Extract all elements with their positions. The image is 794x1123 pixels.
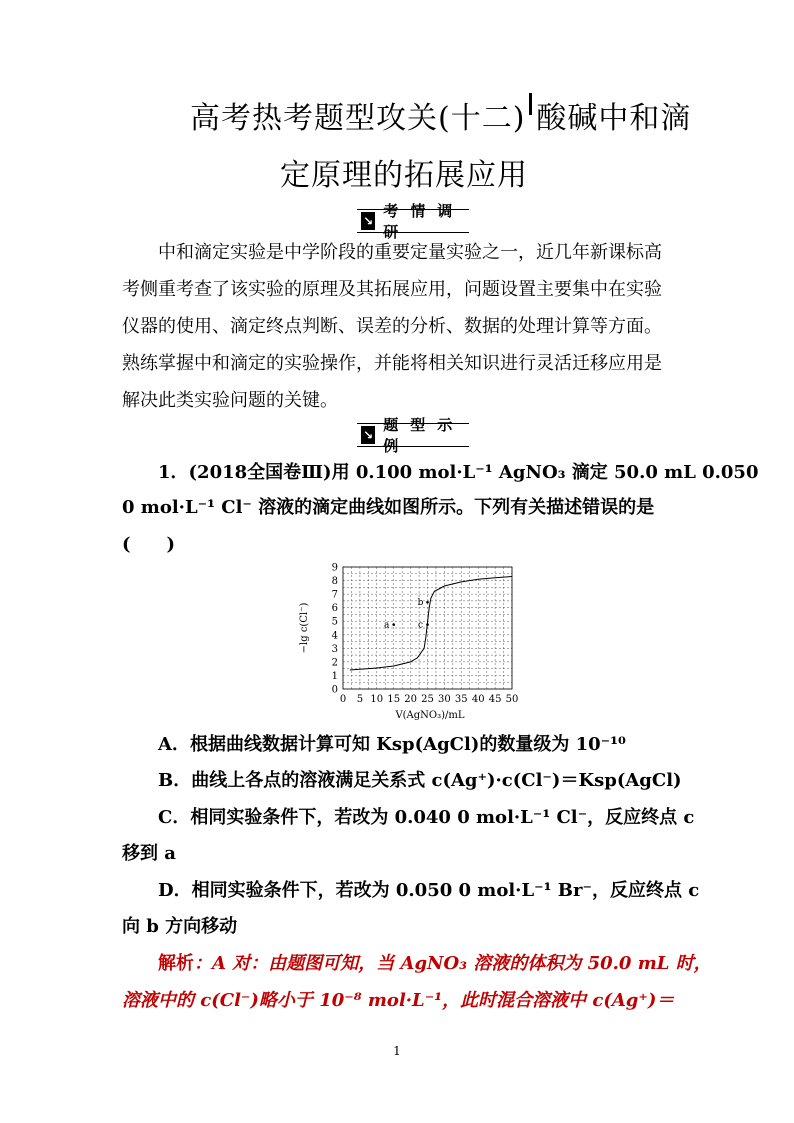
y-tick-label: 1 [331,670,338,682]
y-tick-label: 0 [331,684,338,696]
titration-curve [350,577,512,671]
y-tick-label: 4 [331,630,338,642]
option-c-line-2: 移到 a [122,843,176,864]
x-tick-label: 40 [471,694,485,705]
point-label-a: a [384,620,390,631]
y-tick-label: 2 [331,657,338,669]
x-axis-label: V(AgNO₃)/mL [395,710,465,721]
point-a [392,623,395,626]
x-tick-label: 0 [339,694,347,705]
question-line-2: 0 mol·L⁻¹ Cl⁻ 溶液的滴定曲线如图所示。下列有关描述错误的是 [122,497,655,518]
solution-line-2: 溶液中的 c(Cl⁻)略小于 10⁻⁸ mol·L⁻¹，此时混合溶液中 c(Ag⁺)＝ [122,990,675,1011]
y-tick-label: 6 [331,603,338,615]
section-tag-label: 题型示例 [383,416,465,455]
option-a: A．根据曲线数据计算可知 Ksp(AgCl)的数量级为 10⁻¹⁰ [158,734,626,755]
x-tick-label: 50 [505,694,519,705]
x-tick-label: 35 [454,694,468,705]
section-tag-label: 考情调研 [383,202,465,241]
point-label-c: c [417,620,424,631]
question-line-3: ( ) [122,534,176,555]
y-axis-label: −lg c(Cl⁻) [299,602,310,654]
solution-line-1 [158,949,712,975]
option-d-line-1: D．相同实验条件下，若改为 0.050 0 mol·L⁻¹ Br⁻，反应终点 c [158,880,700,901]
solution-text-1: ：A 对：由题图可知，当 AgNO₃ 溶液的体积为 50.0 mL 时， [194,953,712,974]
point-label-b: b [417,598,424,609]
chart-grid [343,567,512,689]
y-tick-label: 7 [331,589,338,601]
point-c [426,623,429,626]
section-tag-kqdy [357,202,469,241]
y-tick-label: 8 [331,576,338,588]
arrow-icon: ↘ [361,426,375,444]
point-b [426,601,429,604]
option-c-line-1: C．相同实验条件下，若改为 0.040 0 mol·L⁻¹ Cl⁻，反应终点 c [158,807,695,828]
solution-label: 解析 [158,953,194,974]
page-number: 1 [393,1044,401,1058]
y-tick-label: 9 [331,562,338,574]
chart-ticks [332,563,519,706]
option-d-line-2: 向 b 方向移动 [122,916,238,937]
intro-paragraph: 中和滴定实验是中学阶段的重要定量实验之一，近几年新课标高考侧重考查了该实验的原理及其拓展应用，问题设置主要集中在实验仪器的使用、滴定终点判断、误差的分析、数据的处理计算等方面。熟练掌握中和滴定的实验操作，并能将相关知识进行灵活迁移应用是解决此类实验问题的关键。 [122,242,662,411]
option-b: B．曲线上各点的溶液满足关系式 c(Ag⁺)·c(Cl⁻)＝Ksp(AgCl) [158,770,682,791]
x-tick-label: 45 [488,694,502,705]
question-line-1: 1．(2018全国卷Ⅲ)用 0.100 mol·L⁻¹ AgNO₃ 滴定 50.0 mL 0.050 [158,462,759,483]
title-separator [529,93,532,115]
section-tag-tysl [357,416,469,455]
x-tick-label: 5 [356,694,364,705]
x-tick-label: 15 [387,694,401,705]
y-tick-label: 3 [331,643,338,655]
x-tick-label: 10 [370,694,384,705]
x-tick-label: 20 [404,694,417,705]
x-tick-label: 30 [438,694,451,705]
titration-chart [295,558,535,723]
y-tick-label: 5 [331,616,338,628]
title-part-b: 酸碱中和滴 [536,101,692,136]
arrow-icon: ↘ [361,212,375,230]
chart-points [384,598,429,630]
x-tick-label: 25 [421,694,434,705]
title-line-2: 定原理的拓展应用 [280,158,528,193]
title-line-1 [190,93,691,137]
title-part-a: 高考热考题型攻关(十二) [190,101,526,136]
